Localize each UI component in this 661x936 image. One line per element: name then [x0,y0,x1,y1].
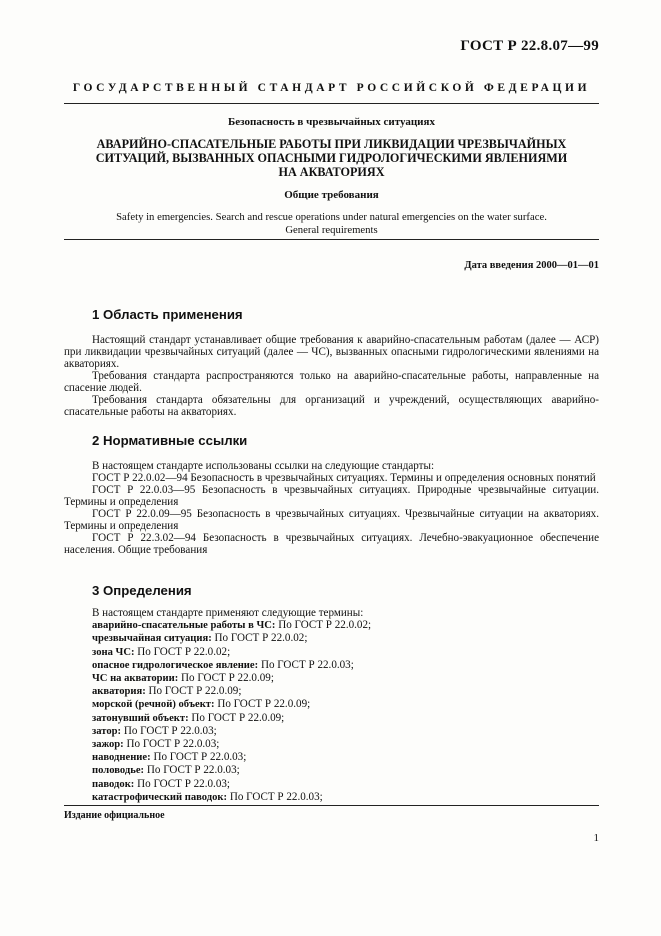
term-name: затонувший объект: [92,712,189,724]
subject-line: Безопасность в чрезвычайных ситуациях [228,116,435,128]
term-ref: По ГОСТ Р 22.0.03; [126,738,220,751]
term-ref: По ГОСТ Р 22.0.03; [137,777,230,790]
term-item [92,672,371,685]
term-ref: По ГОСТ Р 22.0.09; [181,672,274,685]
term-item [92,698,371,711]
term-ref: По ГОСТ Р 22.0.09; [191,711,285,724]
term-item [92,646,371,659]
term-ref: По ГОСТ Р 22.0.09; [148,685,242,698]
general-requirements-subtitle: Общие требования [284,189,379,201]
top-rule [64,103,599,104]
reference-item: ГОСТ Р 22.0.02—94 Безопасность в чрезвычайных ситуациях. Термины и определения основных понятий [92,472,596,484]
term-item [92,632,371,645]
document-title [64,137,599,179]
state-standard-heading: ГОСУДАРСТВЕННЫЙ СТАНДАРТ РОССИЙСКОЙ ФЕДЕРАЦИИ [72,82,591,94]
term-name: аварийно-спасательные работы в ЧС: [92,620,276,632]
section-3-heading: 3 Определения [92,583,192,598]
term-item [92,764,371,777]
section-2-body [64,460,599,556]
term-item [92,751,371,764]
term-name: чрезвычайная ситуация: [92,633,212,645]
term-ref: По ГОСТ Р 22.0.03; [153,751,247,764]
term-item [92,619,371,632]
term-name: половодье: [92,765,145,777]
page-number: 1 [593,832,599,844]
term-name: опасное гидрологическое явление: [92,659,259,671]
reference-item: ГОСТ Р 22.0.03—95 Безопасность в чрезвычайных ситуациях. Природные чрезвычайные ситуации. Термины и определения [64,484,599,508]
title-line: НА АКВАТОРИЯХ [278,165,385,179]
term-name: паводок: [92,778,135,790]
title-line: СИТУАЦИЙ, ВЫЗВАННЫХ ОПАСНЫМИ ГИДРОЛОГИЧЕСКИМИ ЯВЛЕНИЯМИ [95,151,568,165]
introduction-date: Дата введения 2000—01—01 [464,260,599,271]
term-name: зажор: [92,739,124,751]
paragraph: Настоящий стандарт устанавливает общие требования к аварийно-спасательным работам (далее — АСР) при ликвидации чрезвычайных ситуаций (далее — ЧС), вызванных опасными гидрологическими явлениями на акваториях. [64,334,599,370]
term-name: морской (речной) объект: [92,699,215,711]
term-item [92,725,371,738]
paragraph: Требования стандарта обязательны для организаций и учреждений, осуществляющих аварийно-спасательные работы на акваториях. [64,394,599,418]
title-bottom-rule [64,239,599,240]
term-name: затор: [92,725,122,737]
term-ref: По ГОСТ Р 22.0.03; [123,724,217,737]
term-ref: По ГОСТ Р 22.0.03; [146,764,240,777]
reference-item: ГОСТ Р 22.0.09—95 Безопасность в чрезвычайных ситуациях. Чрезвычайные ситуации на акваториях. Термины и определения [64,508,599,532]
term-ref: По ГОСТ Р 22.0.09; [217,698,311,711]
standard-code: ГОСТ Р 22.8.07—99 [460,38,599,54]
term-ref: По ГОСТ Р 22.0.03; [229,790,323,803]
term-name: акватория: [92,686,146,698]
term-name: ЧС на акватории: [92,673,179,685]
term-name: наводнение: [92,752,151,764]
definitions-list [92,607,371,804]
term-ref: По ГОСТ Р 22.0.02; [137,645,231,658]
official-edition-label: Издание официальное [64,810,165,821]
term-ref: По ГОСТ Р 22.0.03; [260,658,354,671]
term-item [92,685,371,698]
paragraph: В настоящем стандарте использованы ссылки на следующие стандарты: [92,460,435,472]
term-item [92,659,371,672]
footer-rule [64,805,599,806]
english-title [64,211,599,237]
definitions-intro: В настоящем стандарте применяют следующие термины: [92,607,364,619]
term-ref: По ГОСТ Р 22.0.02; [214,632,308,645]
english-title-line: Safety in emergencies. Search and rescue operations under natural emergencies on the water surface. [116,211,547,223]
section-1-heading: 1 Область применения [92,307,243,322]
paragraph: Требования стандарта распространяются только на аварийно-спасательные работы, направленные на спасение людей. [64,370,599,394]
english-title-line: General requirements [285,224,378,236]
term-item [92,791,371,804]
term-name: катастрофический паводок: [92,791,228,803]
term-item [92,738,371,751]
term-item [92,778,371,791]
section-2-heading: 2 Нормативные ссылки [92,433,248,448]
reference-item: ГОСТ Р 22.3.02—94 Безопасность в чрезвычайных ситуациях. Лечебно-эвакуационное обеспечение населения. Общие требования [64,532,599,556]
section-1-body [64,334,599,418]
term-ref: По ГОСТ Р 22.0.02; [278,619,372,632]
title-line: АВАРИЙНО-СПАСАТЕЛЬНЫЕ РАБОТЫ ПРИ ЛИКВИДАЦИИ ЧРЕЗВЫЧАЙНЫХ [96,137,567,151]
term-name: зона ЧС: [92,646,135,658]
term-item [92,712,371,725]
